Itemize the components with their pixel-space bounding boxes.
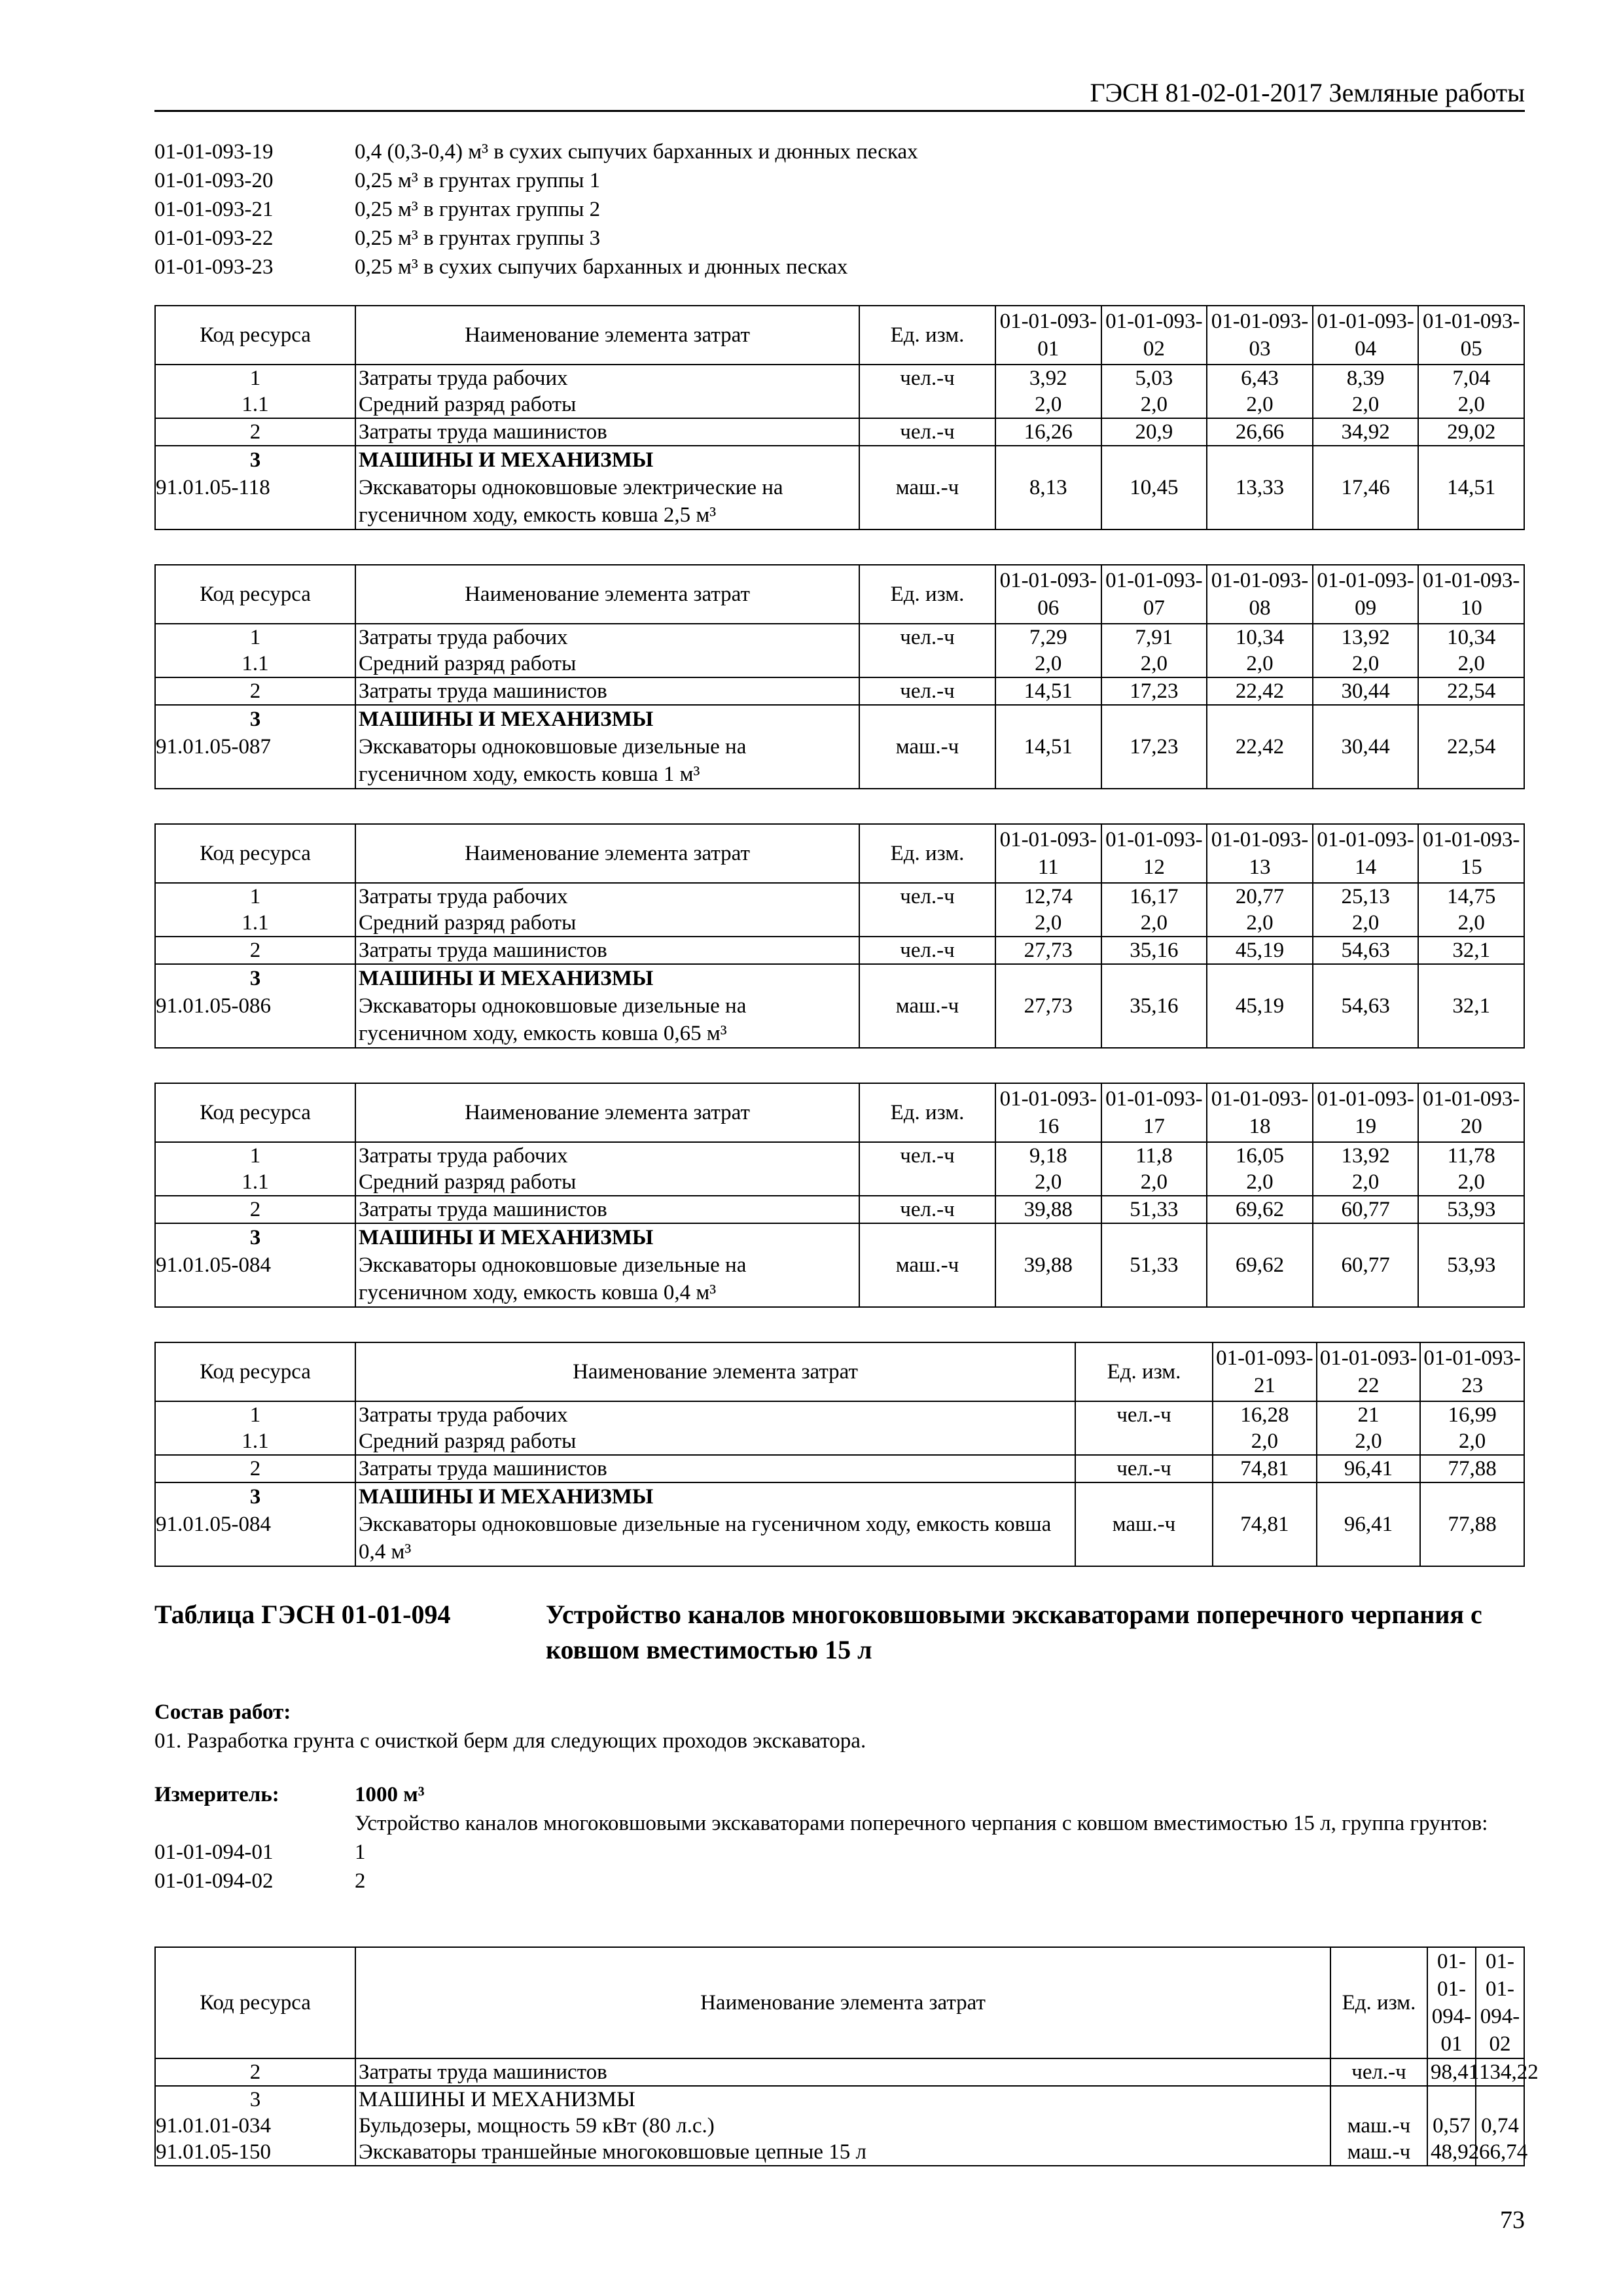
value-cell: 13,92 [1313, 624, 1419, 651]
list-item [154, 224, 918, 253]
row-code: 2 [155, 937, 355, 964]
value-cell: 77,88 [1420, 1455, 1524, 1482]
composition-text: 01. Разработка грунта с очисткой берм для следующих проходов экскаватора. [154, 1729, 866, 1753]
value-cell: 2,0 [1101, 391, 1207, 418]
group-code: 3 [249, 967, 261, 990]
row-unit [859, 391, 995, 418]
value-cell: 17,23 [1101, 677, 1207, 705]
value-cell: 10,34 [1207, 624, 1313, 651]
row-code [155, 964, 355, 1048]
item-text: 0,25 м³ в грунтах группы 2 [355, 198, 601, 221]
col-header-norm: 01-01-093-16 [995, 1083, 1101, 1142]
row-unit [859, 1169, 995, 1196]
value-cell: 60,77 [1313, 1223, 1419, 1307]
row-unit: маш.-ч [859, 705, 995, 789]
row-unit: чел.-ч [859, 1142, 995, 1169]
col-header-unit: Ед. изм. [859, 824, 995, 883]
row-name [355, 446, 859, 529]
item-text: 0,25 м³ в сухих сыпучих барханных и дюнных песках [355, 255, 848, 279]
row-unit: чел.-ч [859, 883, 995, 910]
group-name: МАШИНЫ И МЕХАНИЗМЫ [359, 708, 654, 731]
value-cell: 7,91 [1101, 624, 1207, 651]
value-cell: 20,77 [1207, 883, 1313, 910]
col-header-norm: 01-01-093-12 [1101, 824, 1207, 883]
value-cell: 2,0 [995, 651, 1101, 677]
row-code [155, 705, 355, 789]
value-cell: 2,0 [1101, 651, 1207, 677]
value-cell: 16,28 [1213, 1401, 1317, 1428]
value-cell: 74,81 [1213, 1455, 1317, 1482]
row-name: Затраты труда машинистов [355, 937, 859, 964]
row-code: 1.1 [155, 1169, 355, 1196]
row-name: Затраты труда машинистов [355, 1455, 1075, 1482]
col-header-unit: Ед. изм. [859, 1083, 995, 1142]
col-header-norm: 01-01-093-17 [1101, 1083, 1207, 1142]
row-name: Средний разряд работы [355, 651, 859, 677]
row-unit [1330, 2086, 1427, 2113]
value-cell: 74,81 [1213, 1482, 1317, 1566]
value-cell: 16,99 [1420, 1401, 1524, 1428]
value-cell: 35,16 [1101, 937, 1207, 964]
value-cell: 8,39 [1313, 365, 1419, 391]
value-cell: 5,03 [1101, 365, 1207, 391]
value-cell: 21 [1317, 1401, 1421, 1428]
resource-table [154, 1342, 1525, 1567]
value-cell: 11,78 [1418, 1142, 1524, 1169]
value-cell: 8,13 [995, 446, 1101, 529]
machine-code: 91.01.05-084 [156, 1513, 271, 1536]
value-cell: 7,04 [1418, 365, 1524, 391]
row-unit: чел.-ч [859, 937, 995, 964]
value-cell: 22,54 [1418, 677, 1524, 705]
meter-block [154, 1780, 1525, 1895]
value-cell: 2,0 [1313, 1169, 1419, 1196]
row-unit: маш.-ч [1075, 1482, 1213, 1566]
value-cell: 22,42 [1207, 705, 1313, 789]
value-cell: 16,26 [995, 418, 1101, 446]
row-unit: чел.-ч [859, 418, 995, 446]
machine-code: 91.01.05-087 [156, 735, 271, 759]
row-unit: чел.-ч [859, 1196, 995, 1223]
value-cell: 14,51 [995, 705, 1101, 789]
page-number: 73 [1500, 2206, 1525, 2234]
row-name: Затраты труда машинистов [355, 418, 859, 446]
row-code: 1 [155, 1401, 355, 1428]
resource-table [154, 1946, 1539, 2166]
value-cell: 45,19 [1207, 964, 1313, 1048]
value-cell: 98,41 [1427, 2058, 1476, 2086]
value-cell: 27,73 [995, 937, 1101, 964]
item-code: 01-01-093-21 [154, 198, 274, 221]
col-header-norm: 01-01-094-01 [1427, 1947, 1476, 2058]
value-cell: 0,74 [1476, 2113, 1524, 2139]
value-cell: 27,73 [995, 964, 1101, 1048]
page-header: ГЭСН 81-02-01-2017 Земляные работы [154, 76, 1525, 112]
item-code: 01-01-093-22 [154, 226, 274, 250]
row-code: 2 [155, 1196, 355, 1223]
value-cell: 2,0 [1313, 391, 1419, 418]
value-cell: 51,33 [1101, 1223, 1207, 1307]
row-name: Затраты труда рабочих [355, 1401, 1075, 1428]
row-unit: чел.-ч [859, 365, 995, 391]
value-cell: 13,33 [1207, 446, 1313, 529]
row-name: Затраты труда рабочих [355, 883, 859, 910]
value-cell: 16,05 [1207, 1142, 1313, 1169]
row-code [155, 1482, 355, 1566]
value-cell: 29,02 [1418, 418, 1524, 446]
row-name: Средний разряд работы [355, 391, 859, 418]
value-cell: 53,93 [1418, 1223, 1524, 1307]
item-code: 01-01-093-20 [154, 169, 274, 192]
row-code: 2 [155, 1455, 355, 1482]
value-cell: 2,0 [1313, 910, 1419, 937]
value-cell: 2,0 [1207, 910, 1313, 937]
group-code: 3 [249, 1485, 261, 1509]
value-cell: 25,13 [1313, 883, 1419, 910]
row-code [155, 446, 355, 529]
col-header-unit: Ед. изм. [1075, 1342, 1213, 1401]
col-header-code: Код ресурса [155, 565, 355, 624]
col-header-norm: 01-01-093-03 [1207, 306, 1313, 365]
item-code: 01-01-093-23 [154, 255, 274, 279]
row-code: 1 [155, 1142, 355, 1169]
value-cell: 66,74 [1476, 2139, 1524, 2166]
resource-table [154, 823, 1525, 1049]
row-name [355, 964, 859, 1048]
value-cell: 6,43 [1207, 365, 1313, 391]
value-cell: 16,17 [1101, 883, 1207, 910]
value-cell: 134,22 [1476, 2058, 1524, 2086]
value-cell: 2,0 [1313, 651, 1419, 677]
value-cell: 2,0 [995, 910, 1101, 937]
value-cell: 53,93 [1418, 1196, 1524, 1223]
col-header-name: Наименование элемента затрат [355, 306, 859, 365]
value-cell: 3,92 [995, 365, 1101, 391]
machine-code: 91.01.05-118 [156, 476, 270, 499]
item-text: 2 [355, 1869, 366, 1893]
value-cell: 17,46 [1313, 446, 1419, 529]
item-text: 0,4 (0,3-0,4) м³ в сухих сыпучих барханных и дюнных песках [355, 140, 918, 164]
value-cell: 10,45 [1101, 446, 1207, 529]
row-code: 2 [155, 2058, 355, 2086]
row-name [355, 705, 859, 789]
value-cell: 30,44 [1313, 705, 1419, 789]
list-item [154, 1867, 1525, 1895]
row-name: Затраты труда машинистов [355, 1196, 859, 1223]
value-cell: 96,41 [1317, 1455, 1421, 1482]
value-cell: 69,62 [1207, 1223, 1313, 1307]
row-name: Бульдозеры, мощность 59 кВт (80 л.с.) [355, 2113, 1330, 2139]
row-code: 2 [155, 418, 355, 446]
row-unit: чел.-ч [1075, 1455, 1213, 1482]
row-code: 1.1 [155, 391, 355, 418]
list-item [154, 166, 918, 195]
row-code: 91.01.05-150 [155, 2139, 355, 2166]
intro-list [154, 137, 918, 281]
col-header-norm: 01-01-093-08 [1207, 565, 1313, 624]
row-code: 1.1 [155, 910, 355, 937]
value-cell: 14,51 [1418, 446, 1524, 529]
row-code: 91.01.01-034 [155, 2113, 355, 2139]
col-header-name: Наименование элемента затрат [355, 1947, 1330, 2058]
row-unit: маш.-ч [1330, 2139, 1427, 2166]
col-header-norm: 01-01-093-18 [1207, 1083, 1313, 1142]
machine-name: Экскаваторы одноковшовые дизельные на гусеничном ходу, емкость ковша 1 м³ [359, 735, 747, 786]
col-header-unit: Ед. изм. [859, 565, 995, 624]
value-cell [1476, 2086, 1524, 2113]
value-cell: 20,9 [1101, 418, 1207, 446]
row-unit: чел.-ч [859, 677, 995, 705]
row-name: Затраты труда рабочих [355, 365, 859, 391]
group-name: МАШИНЫ И МЕХАНИЗМЫ [359, 448, 654, 472]
value-cell: 2,0 [1418, 1169, 1524, 1196]
row-name: Затраты труда рабочих [355, 624, 859, 651]
value-cell: 9,18 [995, 1142, 1101, 1169]
col-header-unit: Ед. изм. [1330, 1947, 1427, 2058]
row-unit: маш.-ч [1330, 2113, 1427, 2139]
row-unit: чел.-ч [859, 624, 995, 651]
row-name [355, 1223, 859, 1307]
list-item [154, 1838, 1525, 1867]
group-name: МАШИНЫ И МЕХАНИЗМЫ [359, 1226, 654, 1249]
resource-table [154, 305, 1525, 530]
col-header-norm: 01-01-093-22 [1317, 1342, 1421, 1401]
col-header-norm: 01-01-093-02 [1101, 306, 1207, 365]
col-header-norm: 01-01-093-20 [1418, 1083, 1524, 1142]
row-code: 1 [155, 624, 355, 651]
row-name: Экскаваторы траншейные многоковшовые цепные 15 л [355, 2139, 1330, 2166]
col-header-norm: 01-01-093-19 [1313, 1083, 1419, 1142]
value-cell: 10,34 [1418, 624, 1524, 651]
value-cell: 22,54 [1418, 705, 1524, 789]
row-unit: маш.-ч [859, 1223, 995, 1307]
list-item [154, 195, 918, 224]
col-header-norm: 01-01-094-02 [1476, 1947, 1524, 2058]
value-cell: 35,16 [1101, 964, 1207, 1048]
value-cell: 96,41 [1317, 1482, 1421, 1566]
row-code: 1 [155, 883, 355, 910]
value-cell: 2,0 [1101, 1169, 1207, 1196]
value-cell: 39,88 [995, 1196, 1101, 1223]
value-cell: 14,75 [1418, 883, 1524, 910]
value-cell: 13,92 [1313, 1142, 1419, 1169]
row-unit: маш.-ч [859, 446, 995, 529]
value-cell: 2,0 [1101, 910, 1207, 937]
col-header-norm: 01-01-093-09 [1313, 565, 1419, 624]
item-code: 01-01-094-02 [154, 1869, 274, 1893]
col-header-norm: 01-01-093-11 [995, 824, 1101, 883]
resource-table [154, 564, 1525, 789]
row-name: Средний разряд работы [355, 910, 859, 937]
col-header-norm: 01-01-093-15 [1418, 824, 1524, 883]
meter-value: 1000 м³ [355, 1783, 425, 1806]
table-number: Таблица ГЭСН 01-01-094 [154, 1600, 451, 1629]
value-cell: 51,33 [1101, 1196, 1207, 1223]
value-cell [1427, 2086, 1476, 2113]
row-unit [859, 910, 995, 937]
row-name: Средний разряд работы [355, 1428, 1075, 1455]
machine-name: Экскаваторы одноковшовые дизельные на гусеничном ходу, емкость ковша 0,65 м³ [359, 994, 747, 1045]
value-cell: 32,1 [1418, 937, 1524, 964]
value-cell: 2,0 [1213, 1428, 1317, 1455]
item-text: 0,25 м³ в грунтах группы 1 [355, 169, 601, 192]
col-header-unit: Ед. изм. [859, 306, 995, 365]
row-code: 1.1 [155, 1428, 355, 1455]
value-cell: 54,63 [1313, 937, 1419, 964]
composition-label: Состав работ: [154, 1700, 291, 1724]
group-name: МАШИНЫ И МЕХАНИЗМЫ [359, 1485, 654, 1509]
col-header-norm: 01-01-093-07 [1101, 565, 1207, 624]
col-header-name: Наименование элемента затрат [355, 824, 859, 883]
group-name: МАШИНЫ И МЕХАНИЗМЫ [359, 967, 654, 990]
row-code: 3 [155, 2086, 355, 2113]
composition [154, 1698, 866, 1755]
value-cell: 2,0 [1207, 1169, 1313, 1196]
row-unit [1075, 1428, 1213, 1455]
row-unit: чел.-ч [1075, 1401, 1213, 1428]
col-header-name: Наименование элемента затрат [355, 1342, 1075, 1401]
row-code: 1.1 [155, 651, 355, 677]
list-item [154, 253, 918, 281]
value-cell: 69,62 [1207, 1196, 1313, 1223]
row-code: 2 [155, 677, 355, 705]
col-header-norm: 01-01-093-23 [1420, 1342, 1524, 1401]
row-code [155, 1223, 355, 1307]
col-header-code: Код ресурса [155, 824, 355, 883]
col-header-norm: 01-01-093-21 [1213, 1342, 1317, 1401]
machine-name: Экскаваторы одноковшовые электрические на гусеничном ходу, емкость ковша 2,5 м³ [359, 476, 783, 527]
col-header-norm: 01-01-093-04 [1313, 306, 1419, 365]
value-cell: 39,88 [995, 1223, 1101, 1307]
list-item [154, 137, 918, 166]
value-cell: 77,88 [1420, 1482, 1524, 1566]
col-header-code: Код ресурса [155, 1947, 355, 2058]
value-cell: 11,8 [1101, 1142, 1207, 1169]
resource-table [154, 1083, 1525, 1308]
col-header-name: Наименование элемента затрат [355, 565, 859, 624]
value-cell: 48,92 [1427, 2139, 1476, 2166]
table-title: Устройство каналов многоковшовыми экскаваторами поперечного черпания с ковшом вместимостью 15 л [546, 1600, 1482, 1664]
value-cell: 12,74 [995, 883, 1101, 910]
value-cell: 32,1 [1418, 964, 1524, 1048]
value-cell: 2,0 [995, 1169, 1101, 1196]
col-header-norm: 01-01-093-01 [995, 306, 1101, 365]
item-code: 01-01-094-01 [154, 1840, 274, 1864]
value-cell: 14,51 [995, 677, 1101, 705]
value-cell: 34,92 [1313, 418, 1419, 446]
value-cell: 2,0 [1207, 391, 1313, 418]
row-code: 1 [155, 365, 355, 391]
col-header-name: Наименование элемента затрат [355, 1083, 859, 1142]
machine-name: Экскаваторы одноковшовые дизельные на гусеничном ходу, емкость ковша 0,4 м³ [359, 1253, 747, 1304]
value-cell: 2,0 [1418, 651, 1524, 677]
col-header-norm: 01-01-093-14 [1313, 824, 1419, 883]
group-code: 3 [249, 1226, 261, 1249]
value-cell: 26,66 [1207, 418, 1313, 446]
machine-code: 91.01.05-086 [156, 994, 271, 1018]
value-cell: 2,0 [1317, 1428, 1421, 1455]
group-code: 3 [249, 708, 261, 731]
col-header-norm: 01-01-093-05 [1418, 306, 1524, 365]
meter-label: Измеритель: [154, 1783, 279, 1806]
value-cell: 2,0 [1207, 651, 1313, 677]
value-cell: 60,77 [1313, 1196, 1419, 1223]
item-code: 01-01-093-19 [154, 140, 274, 164]
value-cell: 30,44 [1313, 677, 1419, 705]
row-unit: чел.-ч [1330, 2058, 1427, 2086]
row-unit [859, 651, 995, 677]
col-header-norm: 01-01-093-10 [1418, 565, 1524, 624]
value-cell: 2,0 [1418, 391, 1524, 418]
item-text: 0,25 м³ в грунтах группы 3 [355, 226, 601, 250]
item-text: 1 [355, 1840, 366, 1864]
col-header-norm: 01-01-093-06 [995, 565, 1101, 624]
row-name: Затраты труда машинистов [355, 2058, 1330, 2086]
value-cell: 2,0 [995, 391, 1101, 418]
value-cell: 22,42 [1207, 677, 1313, 705]
row-name: МАШИНЫ И МЕХАНИЗМЫ [355, 2086, 1330, 2113]
row-name: Затраты труда рабочих [355, 1142, 859, 1169]
col-header-norm: 01-01-093-13 [1207, 824, 1313, 883]
value-cell: 17,23 [1101, 705, 1207, 789]
machine-name: Экскаваторы одноковшовые дизельные на гусеничном ходу, емкость ковша 0,4 м³ [359, 1513, 1052, 1564]
value-cell: 45,19 [1207, 937, 1313, 964]
row-name [355, 1482, 1075, 1566]
value-cell: 2,0 [1420, 1428, 1524, 1455]
value-cell: 0,57 [1427, 2113, 1476, 2139]
row-unit: маш.-ч [859, 964, 995, 1048]
value-cell: 54,63 [1313, 964, 1419, 1048]
col-header-code: Код ресурса [155, 1342, 355, 1401]
row-name: Затраты труда машинистов [355, 677, 859, 705]
meter-description: Устройство каналов многоковшовыми экскаваторами поперечного черпания с ковшом вместимостью 15 л, группа грунтов: [355, 1812, 1488, 1835]
machine-code: 91.01.05-084 [156, 1253, 271, 1277]
row-name: Средний разряд работы [355, 1169, 859, 1196]
group-code: 3 [249, 448, 261, 472]
col-header-code: Код ресурса [155, 306, 355, 365]
value-cell: 7,29 [995, 624, 1101, 651]
value-cell: 2,0 [1418, 910, 1524, 937]
col-header-code: Код ресурса [155, 1083, 355, 1142]
